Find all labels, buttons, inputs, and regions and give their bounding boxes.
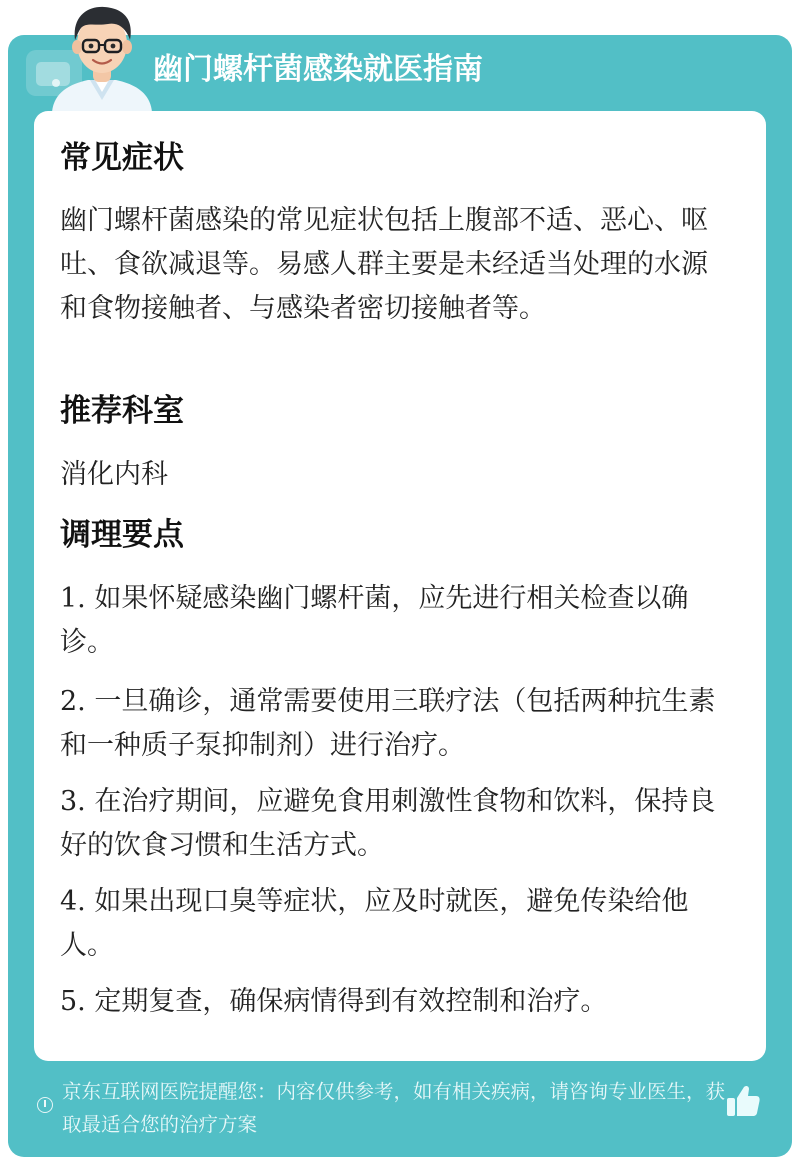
department-heading: 推荐科室	[60, 393, 184, 429]
care-item-number: 1.	[60, 583, 86, 614]
info-icon	[37, 1097, 53, 1113]
symptoms-heading: 常见症状	[60, 140, 184, 176]
care-item-text: 如果出现口臭等症状，应及时就医，避免传染给他人。	[60, 886, 689, 961]
care-item-text: 一旦确诊，通常需要使用三联疗法（包括两种抗生素和一种质子泵抑制剂）进行治疗。	[60, 686, 716, 761]
symptoms-text: 幽门螺杆菌感染的常见症状包括上腹部不适、恶心、呕吐、食欲减退等。易感人群主要是未经适当处理的水源和食物接触者、与感染者密切接触者等。	[60, 205, 708, 324]
content-card	[34, 111, 766, 1061]
care-item-number: 3.	[60, 786, 86, 817]
care-item-text: 在治疗期间，应避免食用刺激性食物和饮料，保持良好的饮食习惯和生活方式。	[60, 786, 716, 861]
care-heading: 调理要点	[60, 517, 184, 553]
care-item-3	[60, 780, 730, 868]
doctor-avatar	[48, 0, 156, 112]
care-item-2	[60, 680, 730, 768]
care-item-number: 2.	[60, 686, 86, 717]
care-item-5	[60, 980, 730, 1024]
page-title: 幽门螺杆菌感染就医指南	[153, 52, 483, 87]
department-text: 消化内科	[60, 459, 168, 490]
thumbs-up-icon[interactable]	[724, 1082, 762, 1120]
footer-disclaimer: 京东互联网医院提醒您：内容仅供参考，如有相关疾病，请咨询专业医生，获取最适合您的治疗方案	[62, 1080, 726, 1136]
care-item-number: 5.	[60, 986, 86, 1017]
care-item-text: 定期复查，确保病情得到有效控制和治疗。	[94, 986, 608, 1017]
care-item-1	[60, 577, 730, 665]
care-item-text: 如果怀疑感染幽门螺杆菌，应先进行相关检查以确诊。	[60, 583, 689, 658]
care-item-4	[60, 880, 730, 968]
care-item-number: 4.	[60, 886, 86, 917]
